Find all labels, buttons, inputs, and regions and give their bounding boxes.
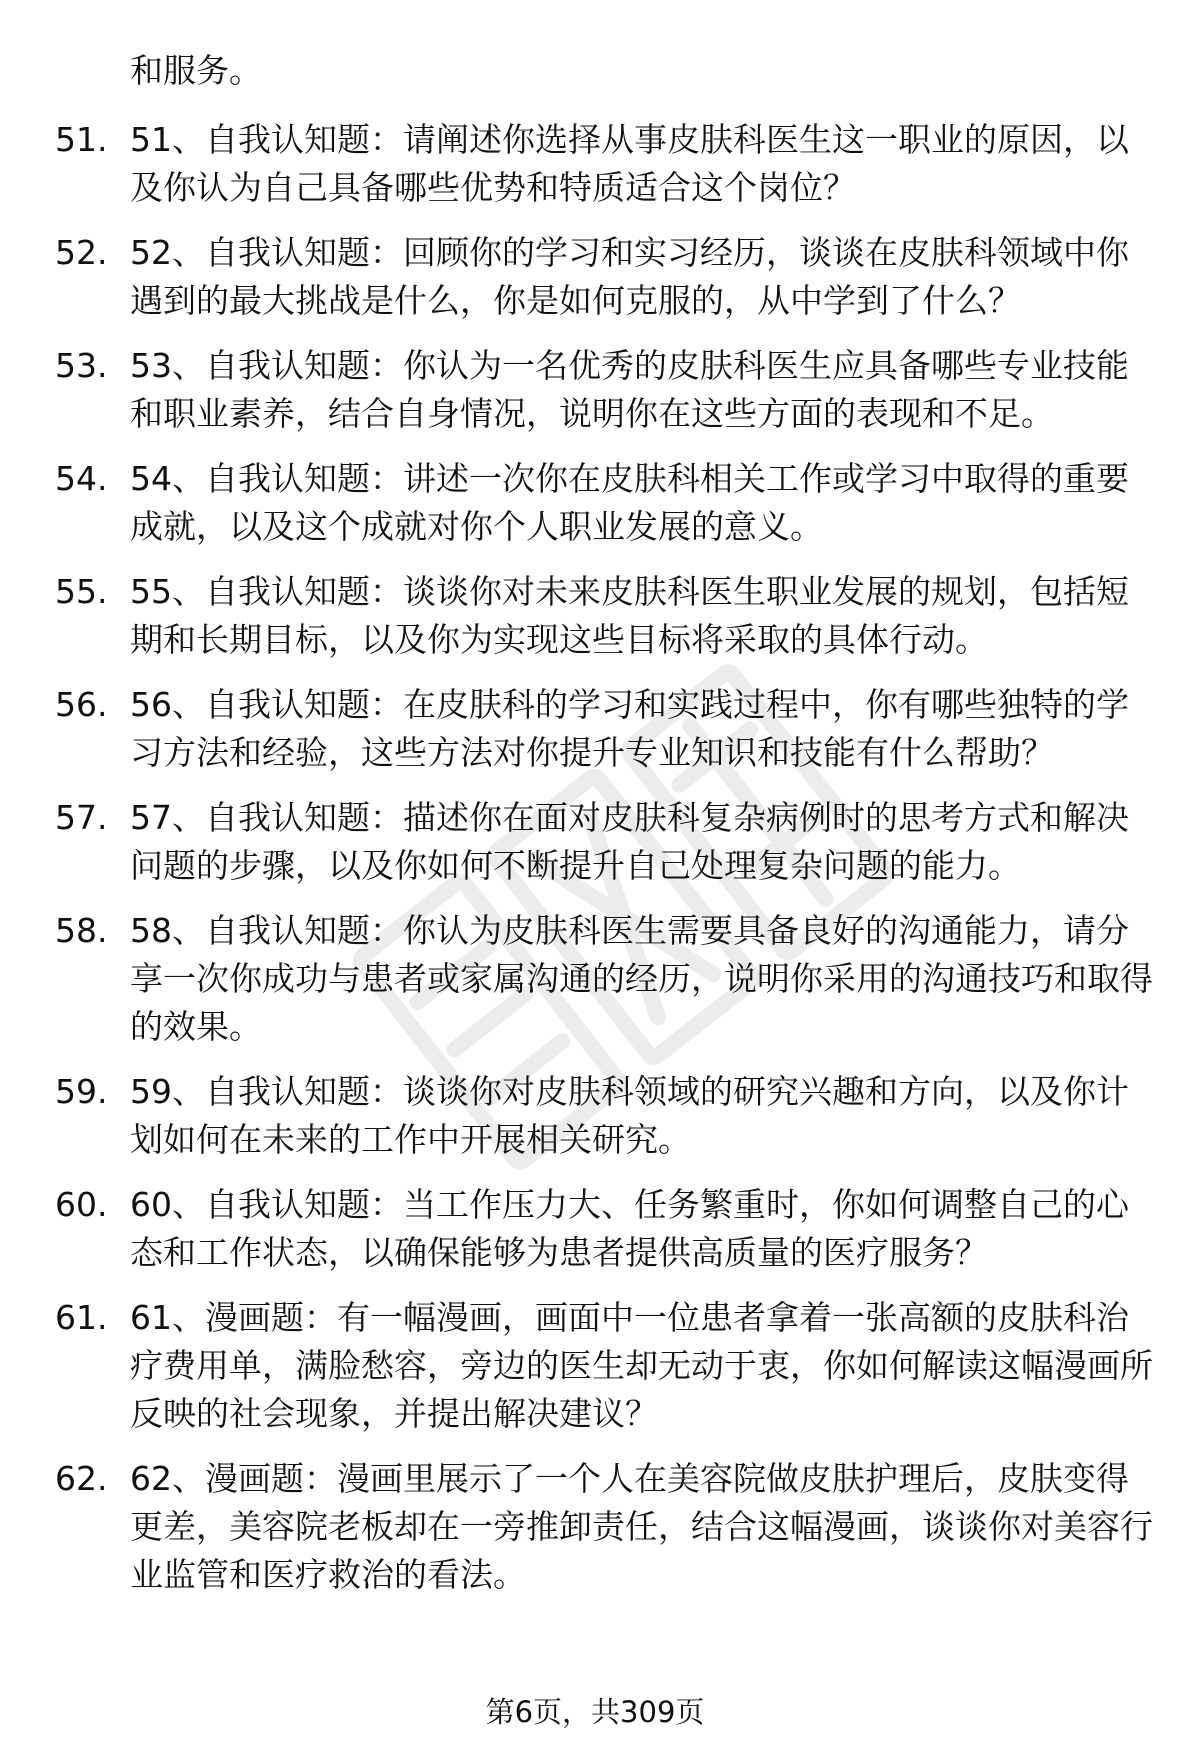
question-number: 56. bbox=[55, 685, 108, 724]
question-text: 61、漫画题：有一幅漫画，画面中一位患者拿着一张高额的皮肤科治疗费用单，满脸愁容，旁边的医生却无动于衷，你如何解读这幅漫画所反映的社会现象，并提出解决建议？ bbox=[130, 1298, 1153, 1433]
question-number: 61. bbox=[55, 1298, 108, 1337]
question-text: 56、自我认知题：在皮肤科的学习和实践过程中，你有哪些独特的学习方法和经验，这些方法对你提升专业知识和技能有什么帮助？ bbox=[130, 685, 1129, 772]
question-item bbox=[0, 681, 1190, 777]
question-text: 60、自我认知题：当工作压力大、任务繁重时，你如何调整自己的心态和工作状态，以确保能够为患者提供高质量的医疗服务？ bbox=[130, 1185, 1129, 1272]
page-footer: 第6页，共309页 bbox=[485, 1695, 705, 1729]
question-text: 52、自我认知题：回顾你的学习和实习经历，谈谈在皮肤科领域中你遇到的最大挑战是什么，你是如何克服的，从中学到了什么？ bbox=[130, 233, 1129, 320]
question-text: 59、自我认知题：谈谈你对皮肤科领域的研究兴趣和方向，以及你计划如何在未来的工作中开展相关研究。 bbox=[130, 1072, 1129, 1159]
continuation-text: 和服务。 bbox=[130, 51, 262, 90]
question-item bbox=[0, 568, 1190, 664]
question-item bbox=[0, 1294, 1190, 1438]
question-text: 51、自我认知题：请阐述你选择从事皮肤科医生这一职业的原因，以及你认为自己具备哪些优势和特质适合这个岗位？ bbox=[130, 120, 1129, 207]
question-number: 59. bbox=[55, 1072, 108, 1111]
question-list bbox=[0, 116, 1190, 1616]
question-number: 55. bbox=[55, 572, 108, 611]
question-item bbox=[0, 794, 1190, 890]
question-number: 60. bbox=[55, 1185, 108, 1224]
question-text: 57、自我认知题：描述你在面对皮肤科复杂病例时的思考方式和解决问题的步骤，以及你如何不断提升自己处理复杂问题的能力。 bbox=[130, 798, 1129, 885]
question-text: 54、自我认知题：讲述一次你在皮肤科相关工作或学习中取得的重要成就，以及这个成就对你个人职业发展的意义。 bbox=[130, 459, 1129, 546]
question-item bbox=[0, 907, 1190, 1051]
question-item bbox=[0, 1068, 1190, 1164]
question-number: 62. bbox=[55, 1459, 108, 1498]
question-item bbox=[0, 229, 1190, 325]
question-item bbox=[0, 342, 1190, 438]
question-item bbox=[0, 1455, 1190, 1599]
question-item bbox=[0, 455, 1190, 551]
question-text: 55、自我认知题：谈谈你对未来皮肤科医生职业发展的规划，包括短期和长期目标，以及你为实现这些目标将采取的具体行动。 bbox=[130, 572, 1129, 659]
question-item bbox=[0, 1181, 1190, 1277]
question-number: 57. bbox=[55, 798, 108, 837]
question-item bbox=[0, 116, 1190, 212]
question-text: 58、自我认知题：你认为皮肤科医生需要具备良好的沟通能力，请分享一次你成功与患者或家属沟通的经历，说明你采用的沟通技巧和取得的效果。 bbox=[130, 911, 1153, 1046]
question-number: 51. bbox=[55, 120, 108, 159]
question-number: 52. bbox=[55, 233, 108, 272]
question-number: 54. bbox=[55, 459, 108, 498]
question-number: 53. bbox=[55, 346, 108, 385]
question-text: 53、自我认知题：你认为一名优秀的皮肤科医生应具备哪些专业技能和职业素养，结合自身情况，说明你在这些方面的表现和不足。 bbox=[130, 346, 1129, 433]
question-text: 62、漫画题：漫画里展示了一个人在美容院做皮肤护理后，皮肤变得更差，美容院老板却在一旁推卸责任，结合这幅漫画，谈谈你对美容行业监管和医疗救治的看法。 bbox=[130, 1459, 1153, 1594]
question-number: 58. bbox=[55, 911, 108, 950]
